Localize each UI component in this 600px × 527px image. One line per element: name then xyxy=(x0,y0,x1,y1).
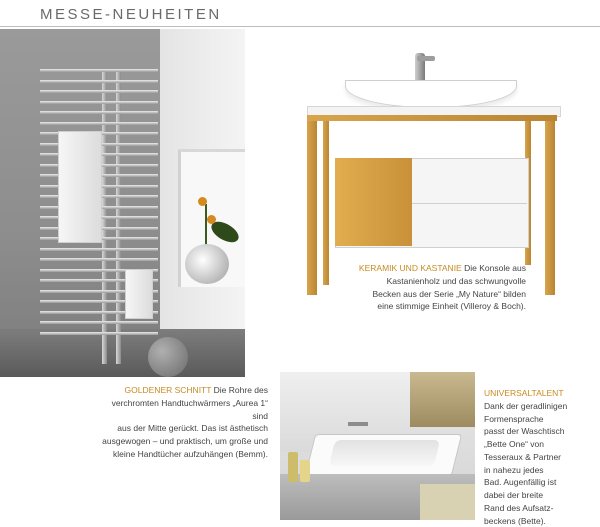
caption-towel-radiator xyxy=(98,384,268,461)
caption-line: Die Rohre des xyxy=(211,385,268,395)
caption-line: eine stimmige Einheit (Villeroy & Boch). xyxy=(377,301,526,312)
caption-line: ausgewogen – und praktisch, um große und xyxy=(102,436,268,446)
caption-line: verchromten Handtuchwärmers „Aurea 1“ sind xyxy=(111,397,268,421)
radiator-bar xyxy=(40,248,158,251)
photo-tap-spout xyxy=(417,56,435,61)
caption-line: Dank der geradlinigen xyxy=(484,400,568,411)
caption-line: kleine Handtücher aufzuhängen (Bemm). xyxy=(113,448,268,459)
page-title: MESSE-NEUHEITEN xyxy=(40,6,222,23)
radiator-bar xyxy=(40,321,158,324)
photo-flower-stem xyxy=(205,204,207,249)
header-divider xyxy=(0,26,600,27)
photo-tap xyxy=(348,422,368,426)
photo-mat xyxy=(420,484,475,520)
photo-vase xyxy=(185,244,229,284)
caption-line: „Bette One“ von xyxy=(484,439,545,449)
frame-rail xyxy=(307,115,557,121)
radiator-bar xyxy=(40,122,158,125)
towel xyxy=(58,131,102,243)
photo-chestnut-front xyxy=(335,158,412,246)
caption-line: Formensprache xyxy=(484,413,544,424)
radiator xyxy=(40,69,160,339)
caption-line: Bad. Augenfällig ist xyxy=(484,477,557,488)
photo-washbasin xyxy=(280,372,475,520)
radiator-bar xyxy=(40,101,158,104)
photo-vanity xyxy=(305,48,565,298)
caption-line: Tesseraux & Partner xyxy=(484,451,562,462)
frame-leg xyxy=(545,115,555,295)
photo-ball xyxy=(148,337,188,377)
photo-flower xyxy=(207,215,216,224)
caption-keyword: KERAMIK UND KASTANIE xyxy=(358,263,462,273)
radiator-bar xyxy=(40,332,158,335)
radiator-bar xyxy=(40,258,158,261)
caption-line: Becken aus der Serie „My Nature“ bilden xyxy=(372,288,526,299)
photo-flower xyxy=(198,197,207,206)
photo-bottle xyxy=(288,452,298,482)
caption-line: aus der Mitte gerückt. Das ist ästhetisch xyxy=(117,423,268,434)
photo-window xyxy=(410,372,475,427)
caption-line: passt der Waschtisch xyxy=(484,426,565,437)
frame-leg xyxy=(323,115,329,285)
photo-bottle xyxy=(300,460,310,482)
caption-line: Kastanienholz und das schwungvolle xyxy=(386,275,526,286)
radiator-bar xyxy=(40,111,158,114)
photo-basin-inner xyxy=(329,440,440,466)
caption-line: Die Konsole aus xyxy=(461,263,526,273)
caption-line: beckens (Bette). xyxy=(484,515,546,526)
caption-keyword: UNIVERSALTALENT xyxy=(484,388,564,398)
caption-line: Rand des Aufsatz- xyxy=(484,502,554,513)
caption-washbasin xyxy=(484,387,584,527)
photo-drawer-line xyxy=(412,203,527,204)
towel xyxy=(125,269,153,319)
radiator-bar xyxy=(40,80,158,83)
caption-vanity xyxy=(356,262,526,313)
caption-line: in nahezu jedes xyxy=(484,464,544,475)
frame-leg xyxy=(307,115,317,295)
caption-keyword: GOLDENER SCHNITT xyxy=(124,385,212,395)
photo-towel-radiator xyxy=(0,29,245,377)
radiator-bar xyxy=(40,90,158,93)
photo-basin-bowl xyxy=(345,80,517,108)
radiator-bar xyxy=(40,69,158,72)
caption-line: dabei der breite xyxy=(484,490,544,500)
